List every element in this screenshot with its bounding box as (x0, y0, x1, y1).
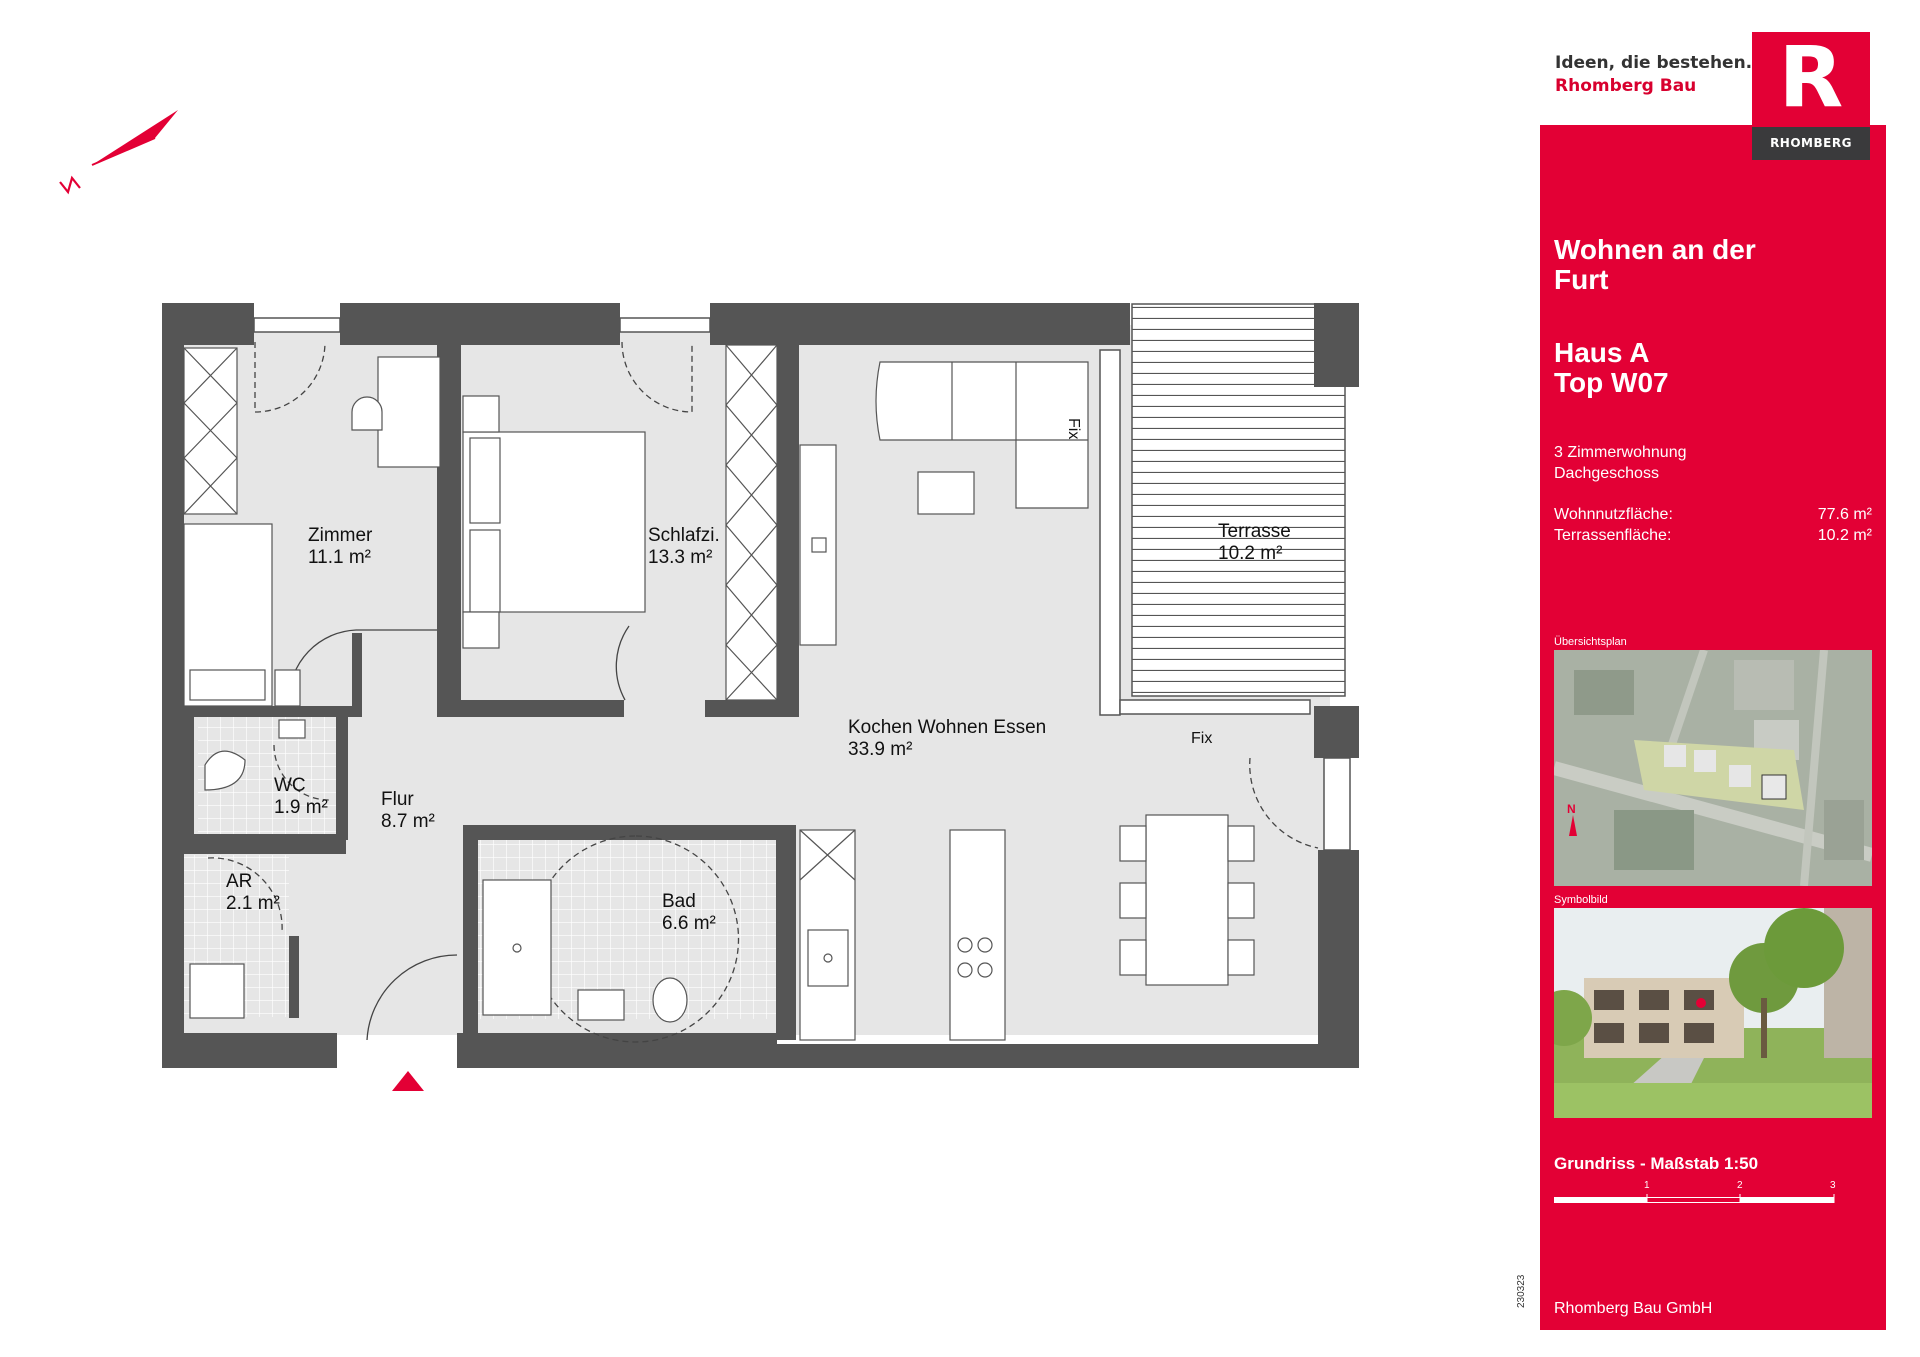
room-area: 1.9 m² (274, 797, 328, 818)
room-area: 13.3 m² (648, 547, 713, 568)
living-area-value: 77.6 m² (1817, 506, 1872, 523)
living-area-row (1554, 504, 1872, 525)
room-label-terrasse (1218, 521, 1291, 565)
terrace-area-label: Terrassenfläche: (1554, 527, 1672, 544)
room-name: Zimmer (308, 525, 373, 546)
date-code: 230323 (1516, 1274, 1527, 1308)
unit-title (1554, 338, 1669, 398)
slogan-line-2: Rhomberg Bau (1555, 76, 1697, 96)
room-area: 6.6 m² (662, 913, 716, 934)
logo-wordmark: RHOMBERG (1752, 127, 1870, 160)
building-rendering (1554, 908, 1872, 1118)
terrace-area-row (1554, 525, 1872, 546)
unit-floor: Dachgeschoss (1554, 465, 1659, 482)
scale-bar (1554, 1180, 1844, 1210)
room-label-zimmer (308, 525, 372, 569)
overview-map (1554, 650, 1872, 886)
scale-title: Grundriss - Maßstab 1:50 (1554, 1154, 1759, 1173)
symbol-caption: Symbolbild (1554, 894, 1608, 906)
logo-letter: R (1778, 28, 1844, 126)
room-label-ar (226, 871, 280, 915)
room-area: 11.1 m² (308, 547, 372, 568)
room-area: 2.1 m² (226, 893, 280, 914)
room-name: Bad (662, 891, 696, 912)
room-area: 33.9 m² (848, 739, 913, 760)
unit-type: 3 Zimmerwohnung (1554, 444, 1687, 461)
terrace-area-value: 10.2 m² (1817, 527, 1872, 544)
slogan-line-1: Ideen, die bestehen. (1555, 53, 1753, 73)
room-label-bad (662, 891, 716, 935)
overview-map-image (1554, 650, 1872, 886)
overview-caption: Übersichtsplan (1554, 636, 1627, 648)
room-name: Terrasse (1218, 521, 1291, 542)
scale-tick-2: 2 (1737, 1180, 1743, 1191)
entrance-arrow-icon (392, 1071, 424, 1091)
rhomberg-logo (1752, 28, 1870, 160)
north-arrow-icon (60, 110, 178, 192)
room-name: AR (226, 871, 253, 892)
room-name: Kochen Wohnen Essen (848, 717, 1047, 738)
room-label-flur (381, 789, 435, 833)
room-area: 8.7 m² (381, 811, 435, 832)
terrace-decking (1132, 304, 1345, 696)
room-name: WC (274, 775, 306, 796)
fix-label-window: Fix (1065, 418, 1082, 440)
scale-tick-3: 3 (1830, 1180, 1836, 1191)
brand-slogan (1555, 52, 1752, 98)
map-north-label: N (1567, 802, 1576, 816)
room-area: 10.2 m² (1218, 543, 1283, 564)
symbol-image (1554, 908, 1872, 1118)
living-area-label: Wohnnutzfläche: (1554, 506, 1673, 523)
top-label: Top W07 (1554, 367, 1669, 398)
room-label-kochen (848, 717, 1046, 761)
room-label-wc (274, 775, 328, 819)
logo-mark (1752, 28, 1870, 127)
fix-label-glazing: Fix (1191, 730, 1213, 747)
room-label-schlafzi (648, 525, 720, 569)
room-name: Schlafzi. (648, 525, 720, 546)
project-title-line-1: Wohnen an der (1554, 234, 1756, 265)
house-label: Haus A (1554, 337, 1650, 368)
project-title-line-2: Furt (1554, 264, 1609, 295)
scale-tick-1: 1 (1644, 1180, 1650, 1191)
info-panel (1540, 125, 1886, 1330)
room-name: Flur (381, 789, 414, 810)
company-footer: Rhomberg Bau GmbH (1554, 1300, 1713, 1317)
project-title (1554, 235, 1756, 295)
